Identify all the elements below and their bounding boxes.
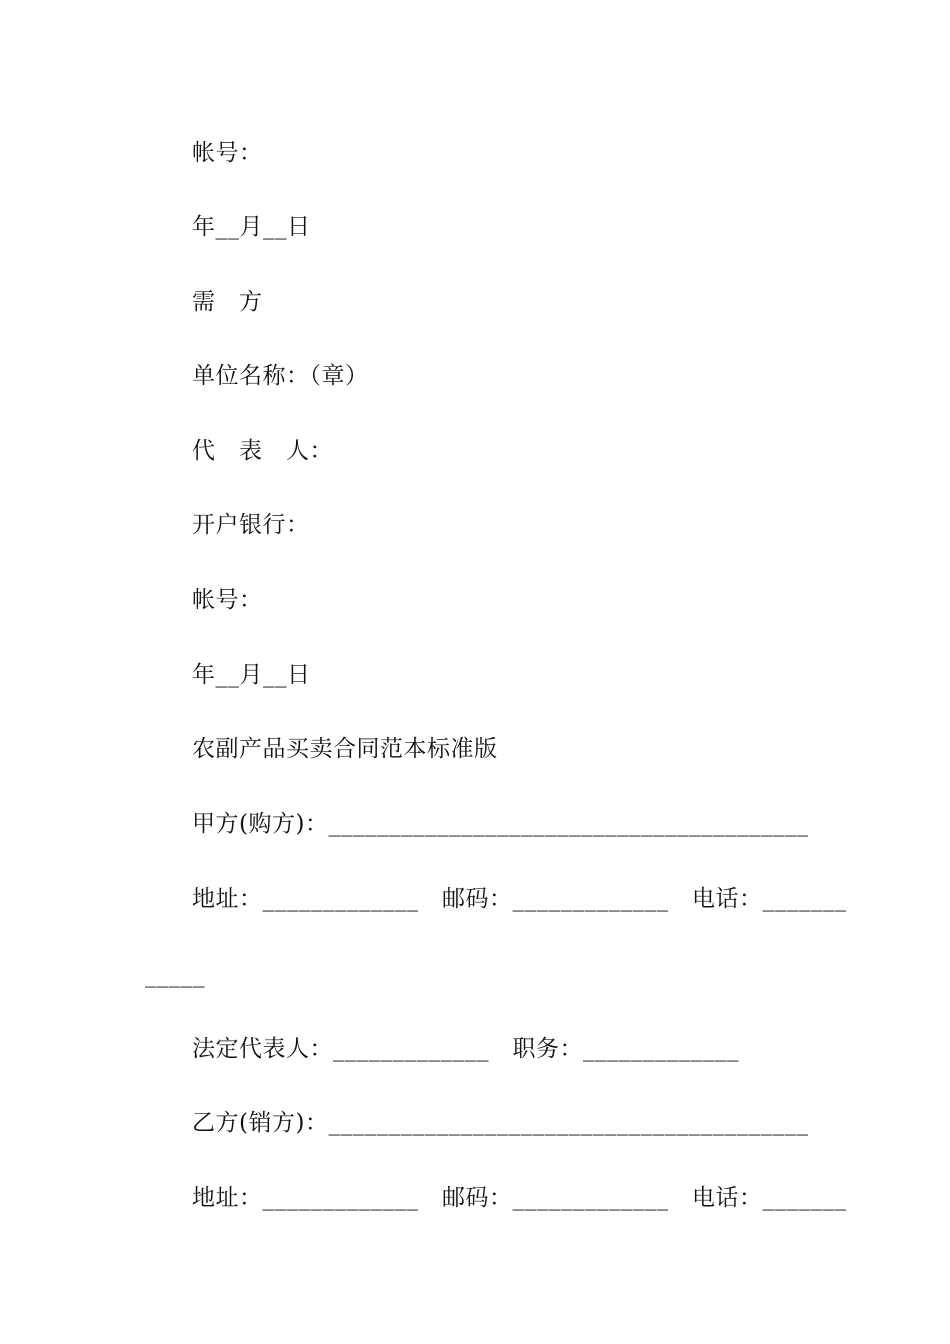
party-b-line: 乙方(销方)：________________________________________ [192, 1110, 809, 1136]
supplier-date-line: 年__月__日 [192, 214, 311, 240]
supplier-account-line: 帐号： [192, 140, 263, 166]
buyer-heading: 需 方 [192, 289, 263, 315]
contract-title: 农副产品买卖合同范本标准版 [192, 736, 498, 762]
legal-representative-line: 法定代表人：_____________ 职务：_____________ [192, 1036, 739, 1062]
buyer-date-line: 年__月__日 [192, 662, 311, 688]
party-a-line: 甲方(购方)：________________________________________ [192, 811, 809, 837]
buyer-unit-name-line: 单位名称：（章） [192, 363, 369, 389]
buyer-representative-line: 代 表 人： [192, 438, 333, 464]
buyer-account-line: 帐号： [192, 587, 263, 613]
party-b-address-line: 地址：_____________ 邮码：_____________ 电话：_______ [192, 1185, 847, 1211]
party-a-phone-continuation: _____ [145, 962, 205, 988]
party-a-address-line: 地址：_____________ 邮码：_____________ 电话：_______ [192, 886, 847, 912]
buyer-bank-line: 开户银行： [192, 512, 310, 538]
